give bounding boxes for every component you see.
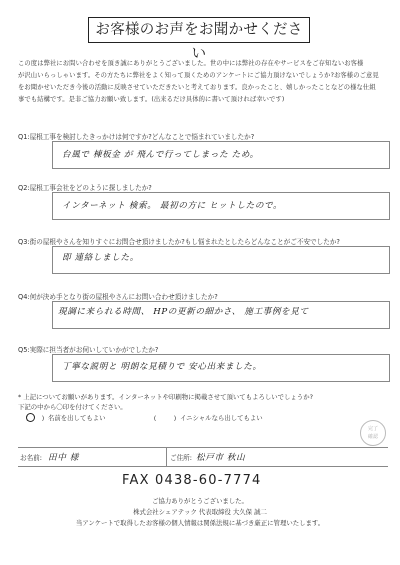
fax-number: FAX 0438-60-7774 xyxy=(122,473,262,488)
footer-privacy: 当アンケートで取得したお客様の個人情報は関係法規に基づき厳正に管理いたします。 xyxy=(75,519,325,527)
option-name[interactable]: ( ) 名前を出してもよい xyxy=(25,414,106,422)
page-title: お客様のお声をお聞かせください xyxy=(88,17,310,43)
intro-line: が沢山いらっしゃいます。その方たちに弊社をよく知って頂くためのアンケートにご協力頂けないでしょうか?お客様のご意見 xyxy=(18,72,379,79)
name-value: 田中 様 xyxy=(48,453,79,463)
selected-circle-mark xyxy=(26,413,35,422)
confirmation-stamp: 完了 確認 xyxy=(360,420,386,446)
question-4-answer: 現調に来られる時間、 HPの更新の細かさ、 施工事例を見て xyxy=(58,307,309,317)
option-name-label: 名前を出してもよい xyxy=(48,414,106,422)
question-5-label: Q5:実際に担当者がお伺いしていかがでしたか? xyxy=(18,346,159,354)
question-2-answer: インターネット 検索。 最初の方に ヒットしたので。 xyxy=(62,201,283,211)
intro-line: この度は弊社にお問い合わせを頂き誠にありがとうございました。世の中には弊社の存在やサービスをご存知ないお客様 xyxy=(18,60,364,67)
question-3-label: Q3:街の屋根やさんを知りすぐにお問合せ頂けましたか?もし悩まれたとしたらどんなことがご不安でしたか? xyxy=(18,238,340,246)
address-value: 松戸市 秋山 xyxy=(196,453,246,463)
customer-info-row xyxy=(18,447,388,467)
name-label: お名前: xyxy=(20,454,43,462)
question-5-answer: 丁寧な説明と 明朗な見積りで 安心出来ました。 xyxy=(62,362,262,372)
footer-company: 株式会社シェアテック 代表取締役 大久保 誠二 xyxy=(133,508,267,516)
option-initials-label: イニシャルなら出してもよい xyxy=(180,414,263,422)
option-initials[interactable]: ( ) イニシャルなら出してもよい xyxy=(153,414,263,422)
question-4-label: Q4:何が決め手となり街の屋根やさんにお問い合わせ頂けましたか? xyxy=(18,293,218,301)
consent-question: * 上記についてお願いがあります。インターネットや印刷物に掲載させて頂いてもよろしいでしょうか? xyxy=(18,393,313,401)
row-divider xyxy=(166,448,167,466)
intro-line: をお聞かせいただき今後の活動に反映させていただきたいと考えております。良かったこと、嬉しかったことなどの様な仕組 xyxy=(18,84,376,91)
question-2-label: Q2:屋根工事会社をどのように探しましたか? xyxy=(18,184,152,192)
intro-line: 事でも結構です。是非ご協力お願い致します。(出来るだけ具体的に書いて頂ければ幸いです) xyxy=(18,96,285,103)
intro-text xyxy=(18,58,386,106)
footer-thanks: ご協力ありがとうございました。 xyxy=(152,497,248,505)
consent-instruction: 下記の中から〇印を付けてください。 xyxy=(18,403,127,411)
question-1-label: Q1:屋根工事を検討したきっかけは何ですか?どんなことで悩まれていましたか? xyxy=(18,133,255,141)
question-1-answer: 台風で 棟板金 が 飛んで行ってしまった ため。 xyxy=(62,150,259,160)
address-label: ご住所: xyxy=(170,454,193,462)
question-3-answer: 即 連絡しました。 xyxy=(62,253,139,263)
